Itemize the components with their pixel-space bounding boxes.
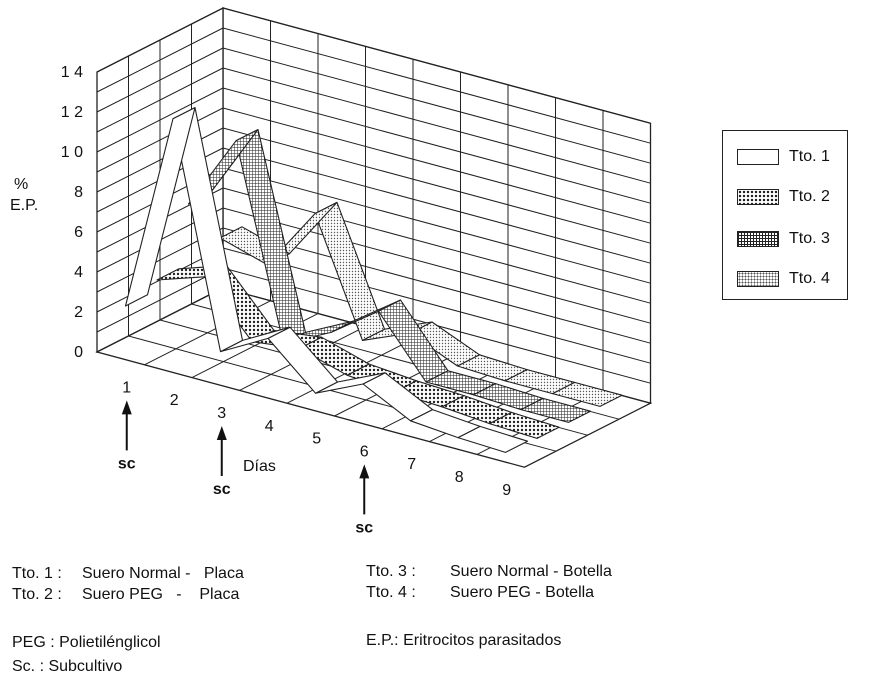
note-value: Suero Normal - Botella [450,563,612,580]
x-tick-label: 8 [454,469,464,486]
note-tto3 [366,561,612,582]
legend-item-tto1 [737,147,830,167]
x-tick-label: 2 [169,392,179,410]
note-peg: PEG : Polietilénglicol [12,634,161,651]
y-tick-label: 8 [74,184,83,201]
y-axis-ticks [61,64,83,361]
x-axis-title: Días [243,458,276,475]
note-value: Suero Normal - Placa [82,565,244,582]
note-ep: E.P.: Eritrocitos parasitados [366,632,562,649]
x-tick-label: 5 [312,430,322,448]
legend-label: Tto. 4 [789,270,830,287]
legend-swatch [737,149,779,165]
y-tick-label: 4 [74,264,83,281]
note-tto4 [366,582,612,603]
legend-item-tto3 [737,229,830,249]
legend-swatch [737,231,779,247]
y-tick-label: 1 2 [60,104,83,121]
arrow-head [217,426,227,440]
subculture-label: sc [212,481,231,498]
legend-item-tto2 [737,187,830,207]
x-tick-label: 7 [407,456,417,474]
y-tick-label: 1 4 [60,64,83,81]
note-key: Tto. 3 : [366,563,416,580]
subculture-label: sc [355,519,374,537]
x-tick-label: 4 [264,417,274,435]
arrow-head [359,464,369,478]
x-tick-label: 1 [122,379,132,397]
legend-label: Tto. 2 [789,188,830,205]
note-tto1 [12,563,244,584]
notes-right [366,561,612,603]
note-subcultivo: Sc. : Subcultivo [12,658,123,675]
note-key: Tto. 4 : [366,584,416,601]
note-key: Tto. 1 : [12,565,62,582]
legend-label: Tto. 1 [789,148,830,165]
y-axis-title-percent: % [14,176,29,193]
legend-swatch [737,271,779,287]
y-tick-label: 6 [74,224,83,241]
legend-item-tto4 [737,269,830,289]
note-value: Suero PEG - Placa [82,586,240,603]
legend-label: Tto. 3 [789,230,830,247]
x-tick-label: 9 [502,481,512,499]
y-axis-title-ep: E.P. [10,197,39,214]
y-tick-label: 0 [74,344,83,361]
y-tick-label: 1 0 [60,144,83,161]
note-tto2 [12,584,244,605]
y-tick-label: 2 [74,304,83,321]
note-value: Suero PEG - Botella [450,584,595,601]
arrow-head [122,400,132,414]
x-tick-label: 3 [217,405,227,422]
note-key: Tto. 2 : [12,586,62,603]
legend [722,130,848,300]
notes-left [12,563,244,605]
x-tick-label: 6 [359,443,369,461]
legend-swatch [737,189,779,205]
subculture-label: sc [117,455,136,473]
